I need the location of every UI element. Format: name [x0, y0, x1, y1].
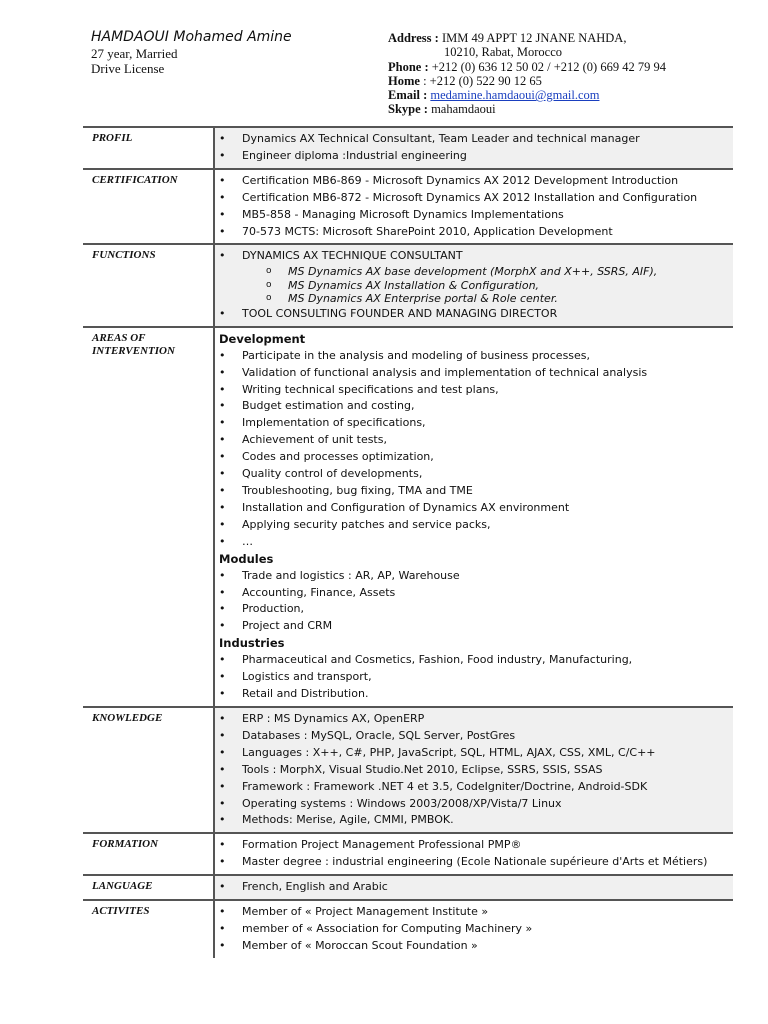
list-item: • Budget estimation and costing, — [218, 398, 733, 415]
section-label: LANGUAGE — [83, 875, 214, 900]
list-item: • Member of « Project Management Institute » — [218, 904, 733, 921]
list-item: • Participate in the analysis and modeling of business processes, — [218, 348, 733, 365]
subheading-development: Development — [219, 331, 306, 346]
skype-label: Skype : — [388, 102, 428, 117]
list-item: • Methods: Merise, Agile, CMMI, PMBOK. — [218, 812, 733, 829]
section-label: FUNCTIONS — [83, 244, 214, 326]
list-item: • Databases : MySQL, Oracle, SQL Server, PostGres — [218, 728, 733, 745]
home-value: : +212 (0) 522 90 12 65 — [423, 73, 542, 88]
sub-list-item: o MS Dynamics AX Installation & Configuration, — [218, 279, 733, 293]
list-item: • MB5-858 - Managing Microsoft Dynamics Implementations — [218, 207, 733, 224]
list-item: • Logistics and transport, — [218, 669, 733, 686]
list-item: • Master degree : industrial engineering (Ecole Nationale supérieure d'Arts et Métiers) — [218, 854, 733, 871]
list-item: • Achievement of unit tests, — [218, 432, 733, 449]
list-item: • Operating systems : Windows 2003/2008/XP/Vista/7 Linux — [218, 796, 733, 813]
candidate-name: HAMDAOUI Mohamed Amine — [91, 29, 292, 45]
list-item: • Accounting, Finance, Assets — [218, 585, 733, 602]
list-item: • Framework : Framework .NET 4 et 3.5, CodeIgniter/Doctrine, Android-SDK — [218, 779, 733, 796]
list-item: • French, English and Arabic — [218, 879, 733, 896]
list-item: • ERP : MS Dynamics AX, OpenERP — [218, 711, 733, 728]
list-item: • Codes and processes optimization, — [218, 449, 733, 466]
age-status: 27 year, Married — [91, 46, 178, 61]
email-link[interactable]: medamine.hamdaoui@gmail.com — [430, 88, 600, 103]
sub-list-item: o MS Dynamics AX base development (MorphX and X++, SSRS, AIF), — [218, 265, 733, 279]
subheading-industries: Industries — [219, 636, 285, 651]
list-item: • Quality control of developments, — [218, 466, 733, 483]
list-item: • 70-573 MCTS: Microsoft SharePoint 2010, Application Development — [218, 224, 733, 241]
list-item: • Languages : X++, C#, PHP, JavaScript, SQL, HTML, AJAX, CSS, XML, C/C++ — [218, 745, 733, 762]
list-item: • member of « Association for Computing Machinery » — [218, 921, 733, 938]
list-item: • … — [218, 534, 733, 551]
sub-list-item: o MS Dynamics AX Enterprise portal & Role center. — [218, 292, 733, 306]
list-item: • Applying security patches and service packs, — [218, 517, 733, 534]
address-line2: 10210, Rabat, Morocco — [444, 45, 563, 60]
section-label: KNOWLEDGE — [83, 707, 214, 833]
list-item: • Implementation of specifications, — [218, 415, 733, 432]
section-areas — [83, 327, 733, 707]
section-certification — [83, 169, 733, 245]
list-item: • Member of « Moroccan Scout Foundation » — [218, 938, 733, 955]
section-label: FORMATION — [83, 833, 214, 875]
section-label: PROFIL — [83, 127, 214, 169]
list-item: • Pharmaceutical and Cosmetics, Fashion, Food industry, Manufacturing, — [218, 652, 733, 669]
section-label: ACTIVITES — [83, 900, 214, 958]
list-item: • Engineer diploma :Industrial engineering — [218, 148, 733, 165]
list-item: • Production, — [218, 601, 733, 618]
drive-license: Drive License — [91, 61, 165, 76]
list-item: • Project and CRM — [218, 618, 733, 635]
cv-table — [83, 126, 733, 958]
list-item: • Certification MB6-869 - Microsoft Dynamics AX 2012 Development Introduction — [218, 173, 733, 190]
label-line: AREAS OF — [92, 331, 146, 344]
section-knowledge — [83, 707, 733, 833]
section-profil — [83, 127, 733, 169]
phone-label: Phone : — [388, 59, 429, 74]
list-item: • Trade and logistics : AR, AP, Warehouse — [218, 568, 733, 585]
list-item: • Certification MB6-872 - Microsoft Dynamics AX 2012 Installation and Configuration — [218, 190, 733, 207]
list-item: • Retail and Distribution. — [218, 686, 733, 703]
address-label: Address : — [388, 31, 439, 45]
list-item: • Installation and Configuration of Dynamics AX environment — [218, 500, 733, 517]
phone-value: +212 (0) 636 12 50 02 / +212 (0) 669 42 79 94 — [431, 59, 666, 74]
address-line1: IMM 49 APPT 12 JNANE NAHDA, — [441, 31, 627, 45]
list-item: • Dynamics AX Technical Consultant, Team Leader and technical manager — [218, 131, 733, 148]
header-personal — [91, 30, 292, 76]
list-item: • TOOL CONSULTING FOUNDER AND MANAGING DIRECTOR — [218, 306, 733, 323]
email-label: Email : — [388, 88, 428, 103]
header-contact — [388, 31, 666, 117]
list-item: • DYNAMICS AX TECHNIQUE CONSULTANT — [218, 248, 733, 265]
skype-value: mahamdaoui — [431, 102, 496, 117]
section-label: CERTIFICATION — [83, 169, 214, 245]
label-line: INTERVENTION — [92, 344, 175, 357]
list-item: • Validation of functional analysis and implementation of technical analysis — [218, 365, 733, 382]
section-functions — [83, 244, 733, 326]
list-item: • Troubleshooting, bug fixing, TMA and TME — [218, 483, 733, 500]
section-label — [83, 327, 214, 707]
list-item: • Formation Project Management Professional PMP® — [218, 837, 733, 854]
section-language — [83, 875, 733, 900]
subheading-modules: Modules — [219, 551, 274, 566]
section-activites — [83, 900, 733, 958]
section-formation — [83, 833, 733, 875]
list-item: • Tools : MorphX, Visual Studio.Net 2010, Eclipse, SSRS, SSIS, SSAS — [218, 762, 733, 779]
home-label: Home — [388, 73, 420, 88]
list-item: • Writing technical specifications and test plans, — [218, 382, 733, 399]
